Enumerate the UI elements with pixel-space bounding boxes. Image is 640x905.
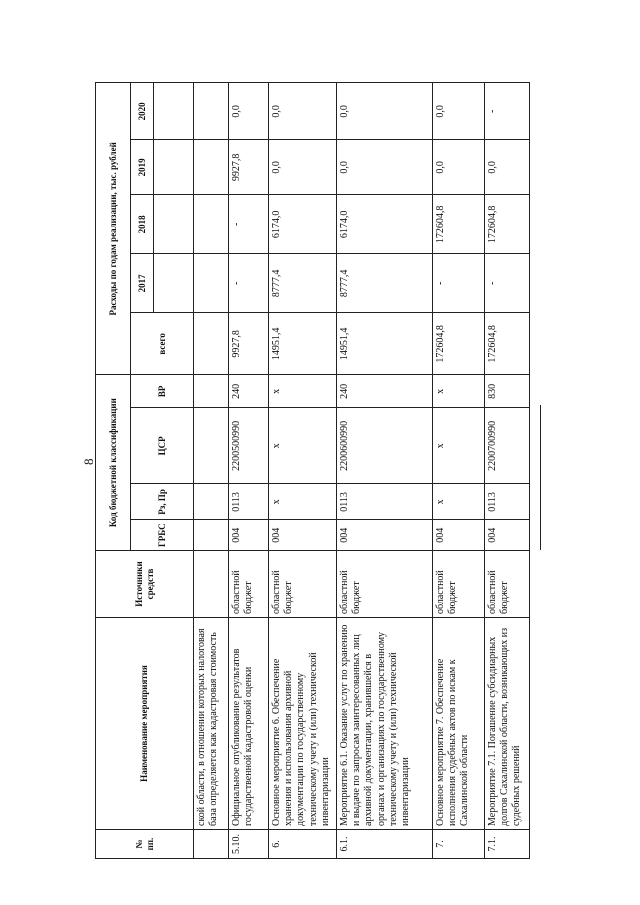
- cell-2018: 6174,0: [337, 195, 433, 254]
- cell-2017: -: [485, 254, 530, 313]
- header-csr: ЦСР: [131, 408, 194, 484]
- cell-no: 5.10.: [229, 830, 269, 859]
- cell-2020: 0,0: [229, 83, 269, 140]
- cell-csr: х: [433, 408, 485, 484]
- cell-2017: 8777,4: [269, 254, 337, 313]
- cell-source: областной бюджет: [485, 551, 530, 618]
- table-row: [269, 83, 337, 859]
- header-name: Наименование мероприятия: [96, 618, 194, 830]
- cell-2019: [194, 140, 229, 195]
- cell-total: 9927,8: [229, 313, 269, 375]
- header-2017: 2017: [131, 254, 154, 313]
- cell-rzpr: 0113: [485, 484, 530, 520]
- cell-2018: 172604,8: [433, 195, 485, 254]
- header-2020-blank: [154, 83, 194, 140]
- cell-csr: 2200700990: [485, 408, 530, 484]
- cell-2017: -: [229, 254, 269, 313]
- cell-vr: 240: [229, 375, 269, 408]
- cell-name: Основное мероприятие 6. Обеспечение хранения и использования архивной документации по государственному техническому учету и (или) технической инвентаризации: [269, 618, 337, 830]
- cell-2020: 0,0: [269, 83, 337, 140]
- header-2017-blank: [154, 254, 194, 313]
- header-2019: 2019: [131, 140, 154, 195]
- cell-name: Мероприятие 7.1. Погашение субсидиарных долгов Сахалинской области, возникающих из судебных решений: [485, 618, 530, 830]
- cell-rzpr: [194, 484, 229, 520]
- cell-2017: -: [433, 254, 485, 313]
- cell-2017: 8777,4: [337, 254, 433, 313]
- header-rzpr: Рз, Пр: [131, 484, 194, 520]
- cell-source: областной бюджет: [337, 551, 433, 618]
- cell-2017: [194, 254, 229, 313]
- cell-source: областной бюджет: [433, 551, 485, 618]
- cell-total: [194, 313, 229, 375]
- cell-name: ской области, в отношении которых налоговая база определяется как кадастровая стоимость: [194, 618, 229, 830]
- cell-no: 6.: [269, 830, 337, 859]
- cell-2020: -: [485, 83, 530, 140]
- cell-rzpr: 0113: [229, 484, 269, 520]
- header-no: № пп.: [96, 830, 194, 859]
- expenses-table: [95, 82, 530, 859]
- table-row: [337, 83, 433, 859]
- cell-csr: [194, 408, 229, 484]
- cell-csr: 2200500990: [229, 408, 269, 484]
- cell-grbs: 004: [269, 520, 337, 551]
- cell-vr: 830: [485, 375, 530, 408]
- cell-no: 7.1.: [485, 830, 530, 859]
- cell-rzpr: х: [269, 484, 337, 520]
- cell-name: Мероприятие 6.1. Оказание услуг по хранению и выдаче по запросам заинтересованных лиц архивной документации, хранившейся в органах и организациях по государственному техническому учету и (или) технической инвентаризации: [337, 618, 433, 830]
- cell-2019: 0,0: [433, 140, 485, 195]
- table-row: [194, 83, 229, 859]
- cell-vr: х: [433, 375, 485, 408]
- cell-name: Основное мероприятие 7. Обеспечение исполнения судебных актов по искам к Сахалинской области: [433, 618, 485, 830]
- cell-2018: 172604,8: [485, 195, 530, 254]
- cell-rzpr: 0113: [337, 484, 433, 520]
- table-row: [485, 83, 530, 859]
- cell-vr: 240: [337, 375, 433, 408]
- cell-no: [194, 830, 229, 859]
- cell-rzpr: х: [433, 484, 485, 520]
- cell-no: 6.1.: [337, 830, 433, 859]
- cell-source: областной бюджет: [229, 551, 269, 618]
- table-row: [433, 83, 485, 859]
- cell-2019: 0,0: [337, 140, 433, 195]
- footnote-line: [540, 405, 541, 550]
- cell-grbs: [194, 520, 229, 551]
- cell-2019: 0,0: [485, 140, 530, 195]
- header-bcc-group: Код бюджетной классификации: [96, 375, 131, 551]
- cell-no: 7.: [433, 830, 485, 859]
- cell-2019: 9927,8: [229, 140, 269, 195]
- cell-grbs: 004: [229, 520, 269, 551]
- cell-2018: -: [229, 195, 269, 254]
- cell-2020: [194, 83, 229, 140]
- cell-2019: 0,0: [269, 140, 337, 195]
- header-vr: ВР: [131, 375, 194, 408]
- cell-2020: 0,0: [433, 83, 485, 140]
- cell-grbs: 004: [485, 520, 530, 551]
- header-source: Источники средств: [96, 551, 194, 618]
- cell-2018: [194, 195, 229, 254]
- cell-total: 14951,4: [337, 313, 433, 375]
- cell-total: 14951,4: [269, 313, 337, 375]
- cell-2020: 0,0: [337, 83, 433, 140]
- table-row: [229, 83, 269, 859]
- cell-source: областной бюджет: [269, 551, 337, 618]
- cell-total: 172604,8: [433, 313, 485, 375]
- cell-grbs: 004: [337, 520, 433, 551]
- cell-grbs: 004: [433, 520, 485, 551]
- cell-2018: 6174,0: [269, 195, 337, 254]
- header-2018: 2018: [131, 195, 154, 254]
- cell-csr: х: [269, 408, 337, 484]
- cell-name: Официальное опубликование результатов государственной кадастровой оценки: [229, 618, 269, 830]
- cell-source: [194, 551, 229, 618]
- header-total: всего: [131, 313, 194, 375]
- cell-vr: [194, 375, 229, 408]
- page-number: 8: [81, 458, 96, 465]
- header-2018-blank: [154, 195, 194, 254]
- header-grbs: ГРБС: [131, 520, 194, 551]
- cell-total: 172604,8: [485, 313, 530, 375]
- header-expenses-group: Расходы по годам реализации, тыс. рублей: [96, 83, 131, 375]
- header-2019-blank: [154, 140, 194, 195]
- header-2020: 2020: [131, 83, 154, 140]
- cell-vr: х: [269, 375, 337, 408]
- cell-csr: 2200600990: [337, 408, 433, 484]
